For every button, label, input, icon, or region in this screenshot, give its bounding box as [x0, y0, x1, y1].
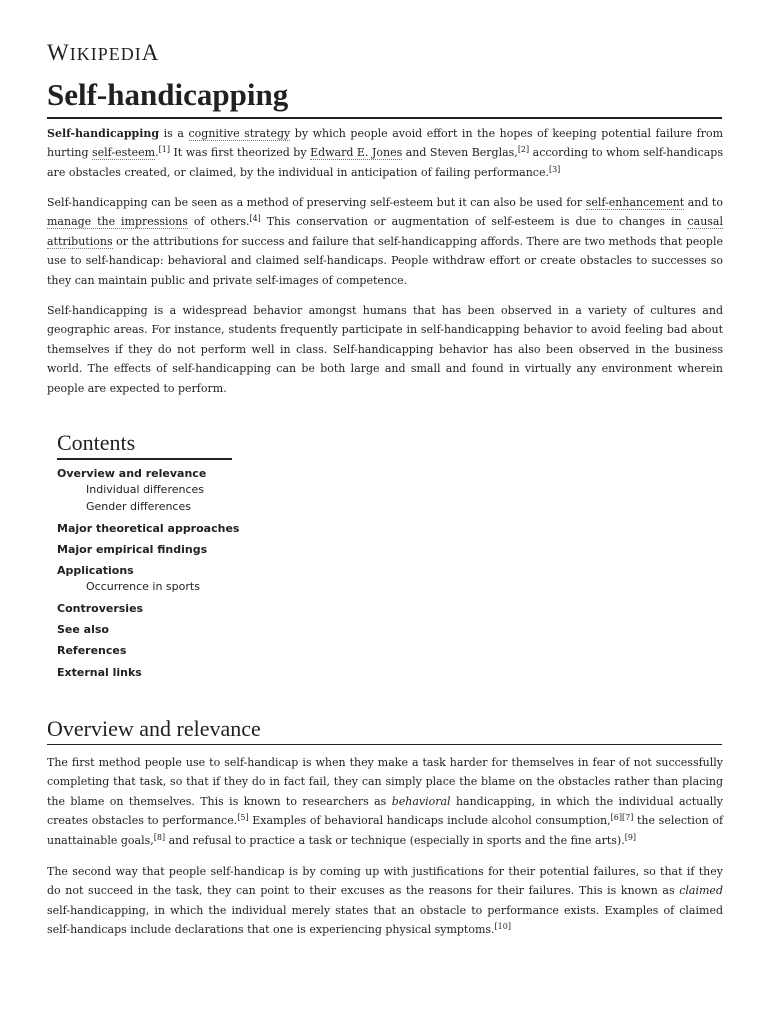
link-self-esteem[interactable]: self-esteem: [92, 146, 156, 160]
text: the selection of unattainable goals,: [47, 814, 724, 847]
toc-item-individual-differences[interactable]: Individual differences: [86, 483, 205, 496]
toc-item-controversies[interactable]: Controversies: [57, 602, 144, 615]
italic-term: claimed: [679, 884, 723, 898]
text: The second way that people self-handicap is by coming up with justifications for their potential failures, so that if they do not succeed in the task, they can point to their excuses as the reasons for their failures. This is known as: [47, 865, 723, 898]
text: and refusal to practice a task or technique (especially in sports and the fine arts).: [165, 833, 625, 847]
section-heading-overview: Overview and relevance: [47, 716, 722, 745]
text: Examples of behavioral handicaps include alcohol consumption,: [248, 814, 611, 828]
bold-term: Self-handicapping: [47, 127, 160, 140]
toc-item-external-links[interactable]: External links: [57, 666, 142, 679]
toc-title: Contents: [57, 430, 232, 460]
link-impression-management[interactable]: manage the impressions: [47, 215, 188, 229]
citation[interactable]: [9]: [624, 832, 637, 842]
overview-paragraph-2: [47, 862, 723, 940]
toc-item-applications[interactable]: Applications: [57, 564, 134, 577]
link-self-enhancement[interactable]: self-enhancement: [585, 196, 685, 209]
link-edward-jones[interactable]: Edward E. Jones: [310, 146, 403, 160]
citation[interactable]: [2]: [517, 145, 530, 155]
wordmark-letter-end: A: [141, 40, 160, 65]
citation[interactable]: [6][7]: [610, 813, 634, 823]
text: and Steven Berglas,: [402, 146, 518, 160]
intro-paragraph-3: Self-handicapping is a widespread behavior amongst humans that has been observed in a variety of cultures and geographic areas. For instance, students frequently participate in self-handicapping behavior to avoid feeling bad about themselves if they do not perform well in class. Self-handicapping behavior has also been observed in the business world. The effects of self-handicapping can be both large and small and found in virtually any environment wherein people are expected to perform.: [47, 304, 723, 395]
toc-item-occurrence-in-sports[interactable]: Occurrence in sports: [86, 580, 200, 593]
citation[interactable]: [8]: [153, 832, 166, 842]
text: and to: [684, 196, 723, 209]
toc-item-empirical-findings[interactable]: Major empirical findings: [57, 543, 208, 556]
citation[interactable]: [1]: [158, 145, 170, 155]
text: according to whom self-handicaps are obstacles created, or claimed, by the individual in anticipation of failing performance.: [47, 146, 723, 179]
text: It was first theorized by: [169, 146, 311, 160]
text: This conservation or augmentation of self-esteem is due to changes in: [260, 215, 688, 229]
link-cognitive-strategy[interactable]: cognitive strategy: [188, 127, 291, 140]
intro-paragraph-2: [47, 193, 723, 290]
italic-term: behavioral: [391, 794, 451, 808]
toc-item-gender-differences[interactable]: Gender differences: [86, 500, 191, 513]
text: by which people avoid effort in the hopes of keeping potential failure from hurting: [47, 127, 724, 160]
citation[interactable]: [4]: [249, 214, 261, 224]
citation[interactable]: [10]: [494, 922, 511, 932]
toc-item-see-also[interactable]: See also: [57, 623, 109, 636]
wordmark-letter: W: [47, 40, 70, 65]
toc-item-theoretical-approaches[interactable]: Major theoretical approaches: [57, 522, 240, 535]
text: .: [155, 146, 159, 160]
toc-item-references[interactable]: References: [57, 644, 127, 657]
text: self-handicapping, in which the individual merely states that an obstacle to performance exists. Examples of claimed self-handicaps include declarations that one is experiencing physical symptoms.: [47, 903, 723, 937]
wordmark-smallcaps: IKIPEDI: [69, 44, 142, 64]
wikipedia-wordmark[interactable]: [47, 40, 159, 66]
text: of others.: [187, 215, 250, 229]
page-title: Self-handicapping: [47, 76, 722, 119]
citation[interactable]: [5]: [237, 813, 249, 823]
citation[interactable]: [3]: [548, 164, 561, 174]
text: is a: [159, 127, 189, 140]
link-causal-attributions[interactable]: causal attributions: [47, 215, 723, 248]
text: The first method people use to self-handicap is when they make a task harder for themselves in fear of not successfully completing that task, so that if they do in fact fail, they can simply place the blame on the obstacles rather than placing the blame on themselves. This is known to researchers as: [47, 756, 723, 808]
overview-paragraph-1: [47, 753, 723, 850]
toc-item-overview[interactable]: Overview and relevance: [57, 467, 207, 480]
text: Self-handicapping can be seen as a method of preserving self-esteem but it can also be used for: [47, 196, 586, 209]
text: handicapping, in which the individual actually creates obstacles to performance.: [47, 794, 724, 828]
text: or the attributions for success and failure that self-handicapping affords. There are two methods that people use to self-handicap: behavioral and claimed self-handicaps. People withdraw effort or create obstacles to successes so they can maintain public and private self-images of competence.: [47, 234, 723, 287]
intro-paragraph-1: [47, 124, 723, 182]
